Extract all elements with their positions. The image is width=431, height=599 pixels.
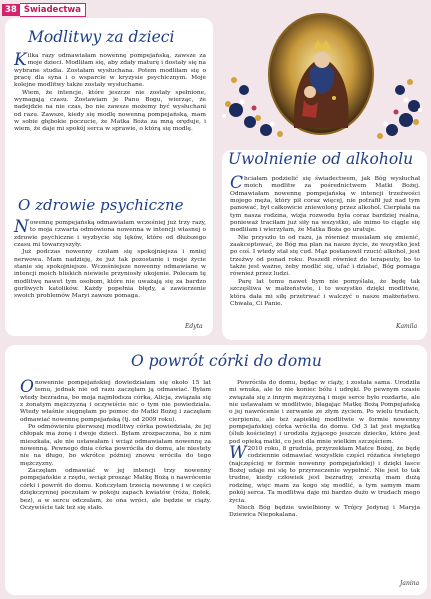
- page-header: [2, 3, 86, 16]
- article-corka-title: O powrót córki do domu: [131, 352, 322, 370]
- paragraph: Po odmówieniu pierwszej modlitwy córka powiedziała, że jej chłopak ma żonę i dwoje dzieci. Byłam zrozpaczona, bo z nim mieszkała, ale nie ustawałam i wciąż odmawiałam nowennę za nowenną. Pewnego dnia córka powróciła do domu, ale niestety nie na długo, bo wkrótce później znowu wróciła do tego mężczyzny.: [20, 424, 211, 467]
- paragraph: Zaczęłam odmawiać w jej intencji trzy nowenny pompejańskie z rzędu, wciąż prosząc Matkę Bożą o nawrócenie córki i powrót do domu. Kończyłam trzecią nowennę i w części dziękczynnej poczułam w pokoju zapach kwiatów (róża, fiołek, bez), a w sercu odczułam, że ona wróci, ale będzie w ciąży. Oczywiście tak też się stało.: [20, 468, 211, 511]
- paragraph: Niech Bóg będzie uwielbiony w Trójcy Jedynej i Maryja Dziewica Niepokalana.: [229, 504, 420, 519]
- article-corka-signature: Janina: [400, 580, 420, 587]
- article-zdrowie-title: O zdrowie psychiczne: [18, 196, 184, 214]
- article-alkohol-title: Uwolnienie od alkoholu: [228, 150, 414, 168]
- article-zdrowie-signature: Edyta: [185, 323, 203, 330]
- article-modlitwy-body: [14, 50, 206, 134]
- paragraph: Chciałam podzielić się świadectwem, jak Bóg wysłuchał moich modlitw za pośrednictwem Matki Bożej. Odmawiałam nowennę pompejańską w intencji trzeźwości mojego męża, który pił coraz więcej, nie potrafił już nad tym panować, był całkowicie zniewolony przez alkohol. Cierpiała na tym nasza rodzina, wizja rozwodu była coraz bardziej realna, ponieważ traciłam już siły na wszystko, ale mimo to ciągle się modliłam i wierzyłam, że Matka Boża go uratuje.: [230, 173, 420, 234]
- paragraph: Onowennie pompejańskiej dowiedziałam się około 15 lat temu, jednak nie od razu zaczęłam ją odmawiać. Byłam wtedy bezradna, bo moja najmłodsza córka, Alicja, związała się z żonatym mężczyzną i oczywiście nic o tym nie powiedziała. Wtedy właśnie sięgnęłam po pomoc do Matki Bożej i zaczęłam odmawiać nowennę pompejańską (tj. od 2009 roku).: [20, 377, 211, 423]
- paragraph: W2010 roku, 8 grudnia, przyrzekłam Matce Bożej, że będę codziennie odmawiać wszystkie części różańca świętego (najczęściej w formie nowenny pompejańskiej) i dzięki łasce Bożej udaje mi się to przyrzeczenie wypełnić. Nie jest to tak trudne, kiedy człowiek jest bezradny, zresztą mam dużą rodzinę, więc mam za kogo się modlić, a tym samym mam pokój serca. Ta modlitwa daje mi bardzo dużo w trudach mego życia.: [229, 443, 420, 504]
- paragraph: Powróciła do domu, będąc w ciąży, i została sama. Urodziła mi wnuka, ale to nie koniec bólu i udręki. Po pewnym czasie związała się z innym mężczyzną i moje serce było rozdarte, ale nie ustawałam w modlitwie, błagając Matkę Bożą Pompejańską o jej nawrócenie i zerwanie ze złym życiem. Po wielu trudach, cierpieniu, ale też zapiekłej modlitwie w formie nowenny pompejańskiej córka wróciła do domu. Od 3 lat jest mężatką (ślub kościelny) i urodziła żyjącego jeszcze dziecko, które jest pod opieką matki, co jest dla mnie wielkim szczęściem.: [229, 380, 420, 445]
- madonna-painting-image: [214, 10, 428, 148]
- paragraph: Nie przyszło to od razu, ja również musiałam się zmienić, zaakceptować, że Bóg ma plan na nasze życie, że wszystko jest po coś. I wtedy stał się cud. Mąż postanowił rzucić alkohol, jest trzeźwy od ponad roku. Poszedł również do terapeuty, bo to także jest ważne, żeby modlić się, ufać i działać, Bóg pomaga również przez ludzi.: [230, 234, 420, 278]
- article-corka-body: [20, 377, 420, 578]
- paragraph: Już podczas nowenny czułam się spokojniejsza i mniej nerwowa. Mam nadzieję, że już tak pozostanie i moje życie stanie się spokojniejsze. Wcześniejsze nowenny odmawiane w intencji moich bliskich niewiele przyniosły ukojenie. Polecam tę modlitwę nawet tym osobom, które nie uważają się za bardzo gorliwych katolików. Każdy popełnia błędy, a zawierzenie swoich problemów Maryi zawsze pomaga.: [14, 249, 206, 300]
- paragraph: Kilka razy odmawiałam nowennę pompejańską, zawsze za moje dzieci. Modliłam się, aby zdały maturę i dostały się na wybrane studia. Zostałam wysłuchana. Potem modliłam się o pracę dla syna i o wsparcie w kryzysie psychicznym. Moje kolejne modlitwy także zostały wysłuchane.: [14, 50, 206, 89]
- article-alkohol-body: [230, 173, 420, 308]
- section-label: Świadectwa: [20, 3, 86, 17]
- article-zdrowie-body: [14, 217, 206, 301]
- page-number: 38: [2, 4, 20, 16]
- article-alkohol-signature: Kamila: [396, 323, 418, 330]
- paragraph: Parę lat temu nawet bym nie pomyślała, że będę tak szczęśliwa w małżeństwie, i to wszystko dzięki modlitwie, która dała mi siłę przetrwać i walczyć o nasze małżeństwo. Chwała, Ci Panie.: [230, 278, 420, 307]
- article-modlitwy-title: Modlitwy za dzieci: [28, 28, 175, 46]
- paragraph: Wiem, że intencje, które jeszcze nie zostały spełnione, wymagają czasu. Zostawiam je Panu Bogu, wierząc, że nadejdzie na nie czas, bo nie zawsze możemy być wysłuchani od razu. Zawsze, kiedy się modlę nowenną pompejańską, mam w sobie głębokie poczucie, że Matka Boża za mną oręduje, i wiem, że daje mi spokój serca w sprawie, o którą się modlę.: [14, 89, 206, 133]
- paragraph: Nowennę pompejańską odmawiałam wcześniej już trzy razy, to moja czwarta odmówiona nowenna w intencji własnej o zdrowie psychiczne i wyzbycie się lęków, które od dłuższego czasu mi towarzyszyły.: [14, 217, 206, 249]
